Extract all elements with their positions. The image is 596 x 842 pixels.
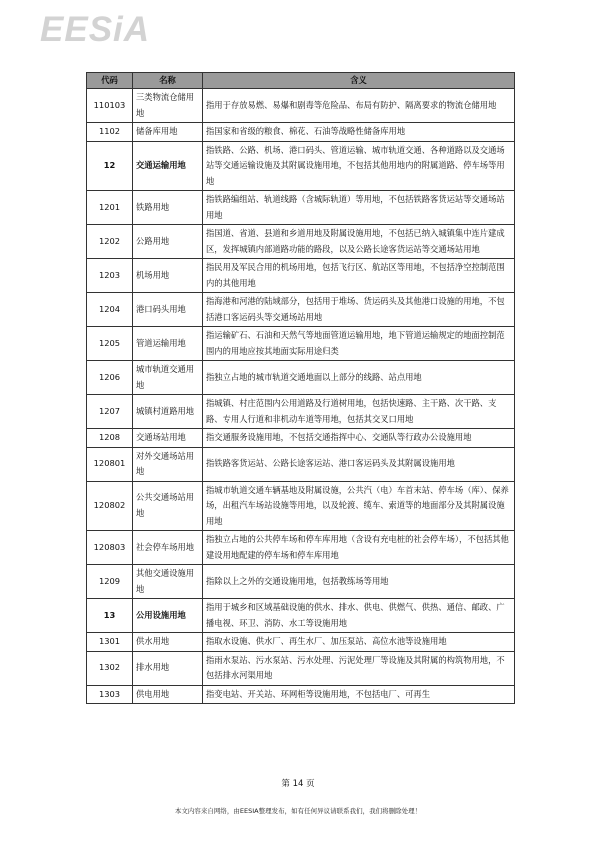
row-code: 120802 <box>87 481 133 531</box>
row-name: 公用设施用地 <box>133 599 203 633</box>
row-desc: 指独立占地的城市轨道交通地面以上部分的线路、站点用地 <box>203 361 515 395</box>
row-desc: 指国道、省道、县道和乡道用地及附属设施用地，不包括已纳入城镇集中连片建成区，发挥城镇内部道路功能的路段，以及公路长途客货运站等交通场站用地 <box>203 225 515 259</box>
eesia-logo: EESiA <box>40 10 151 49</box>
row-name: 供水用地 <box>133 633 203 652</box>
table-row <box>87 633 515 652</box>
row-code: 1208 <box>87 429 133 448</box>
table-row <box>87 651 515 685</box>
row-desc: 指海港和河港的陆域部分，包括用于堆场、货运码头及其他港口设施的用地，不包括港口客运码头等交通场站用地 <box>203 293 515 327</box>
row-code: 1303 <box>87 685 133 704</box>
row-desc: 指除以上之外的交通设施用地，包括教练场等用地 <box>203 565 515 599</box>
row-name: 城市轨道交通用地 <box>133 361 203 395</box>
row-name: 交通场站用地 <box>133 429 203 448</box>
table-row <box>87 327 515 361</box>
row-code: 1206 <box>87 361 133 395</box>
row-code: 12 <box>87 141 133 191</box>
table-row <box>87 565 515 599</box>
row-code: 1207 <box>87 395 133 429</box>
row-name: 港口码头用地 <box>133 293 203 327</box>
row-code: 1204 <box>87 293 133 327</box>
row-name: 储备库用地 <box>133 123 203 142</box>
table-row <box>87 225 515 259</box>
row-code: 120801 <box>87 447 133 481</box>
row-name: 排水用地 <box>133 651 203 685</box>
row-desc: 指民用及军民合用的机场用地，包括飞行区、航站区等用地，不包括净空控制范围内的其他用地 <box>203 259 515 293</box>
row-desc: 指变电站、开关站、环网柜等设施用地，不包括电厂、可再生 <box>203 685 515 704</box>
row-desc: 指城镇、村庄范围内公用道路及行道树用地，包括快速路、主干路、次干路、支路、专用人行道和非机动车道等用地，包括其交叉口用地 <box>203 395 515 429</box>
header-code: 代码 <box>87 73 133 89</box>
row-code: 1302 <box>87 651 133 685</box>
table-row <box>87 429 515 448</box>
header-desc: 含义 <box>203 73 515 89</box>
row-code: 120803 <box>87 531 133 565</box>
row-name: 对外交通场站用地 <box>133 447 203 481</box>
row-name: 公路用地 <box>133 225 203 259</box>
row-name: 供电用地 <box>133 685 203 704</box>
row-desc: 指交通服务设施用地，不包括交通指挥中心、交通队等行政办公设施用地 <box>203 429 515 448</box>
row-desc: 指铁路客货运站、公路长途客运站、港口客运码头及其附属设施用地 <box>203 447 515 481</box>
header-name: 名称 <box>133 73 203 89</box>
table-row <box>87 447 515 481</box>
table-row <box>87 141 515 191</box>
row-name: 三类物流仓储用地 <box>133 89 203 123</box>
row-code: 1203 <box>87 259 133 293</box>
row-code: 1205 <box>87 327 133 361</box>
row-desc: 指铁路编组站、轨道线路（含城际轨道）等用地，不包括铁路客货运站等交通场站用地 <box>203 191 515 225</box>
row-code: 1209 <box>87 565 133 599</box>
row-desc: 指用于城乡和区域基础设施的供水、排水、供电、供燃气、供热、通信、邮政、广播电视、环卫、消防、水工等设施用地 <box>203 599 515 633</box>
row-desc: 指国家和省级的粮食、棉花、石油等战略性储备库用地 <box>203 123 515 142</box>
table-row <box>87 481 515 531</box>
page-number: 第 14 页 <box>281 779 315 789</box>
row-name: 社会停车场用地 <box>133 531 203 565</box>
row-code: 1102 <box>87 123 133 142</box>
table-body <box>87 89 515 704</box>
table-row <box>87 685 515 704</box>
table-row <box>87 395 515 429</box>
row-desc: 指运输矿石、石油和天然气等地面管道运输用地，地下管道运输规定的地面控制范围内的用地应按其地面实际用途归类 <box>203 327 515 361</box>
row-name: 公共交通场站用地 <box>133 481 203 531</box>
table-row <box>87 89 515 123</box>
row-code: 13 <box>87 599 133 633</box>
row-desc: 指雨水泵站、污水泵站、污水处理、污泥处理厂等设施及其附属的构筑物用地，不包括排水河渠用地 <box>203 651 515 685</box>
land-use-classification-table <box>86 72 515 704</box>
source-note: 本文内容来自网络，由EESIA整理发布，如有任何异议请联系我们，我们将删除处理！ <box>174 807 422 815</box>
row-code: 1301 <box>87 633 133 652</box>
row-name: 其他交通设施用地 <box>133 565 203 599</box>
row-name: 管道运输用地 <box>133 327 203 361</box>
table-row <box>87 361 515 395</box>
table-row <box>87 531 515 565</box>
table-row <box>87 293 515 327</box>
row-code: 1202 <box>87 225 133 259</box>
row-desc: 指用于存放易燃、易爆和剧毒等危险品、布局有防护、隔离要求的物流仓储用地 <box>203 89 515 123</box>
row-code: 110103 <box>87 89 133 123</box>
row-desc: 指铁路、公路、机场、港口码头、管道运输、城市轨道交通、各种道路以及交通场站等交通运输设施及其附属设施用地，不包括其他用地内的附属道路、停车场等用地 <box>203 141 515 191</box>
row-desc: 指取水设施、供水厂、再生水厂、加压泵站、高位水池等设施用地 <box>203 633 515 652</box>
row-name: 机场用地 <box>133 259 203 293</box>
row-code: 1201 <box>87 191 133 225</box>
table-row <box>87 123 515 142</box>
row-name: 铁路用地 <box>133 191 203 225</box>
row-name: 城镇村道路用地 <box>133 395 203 429</box>
row-desc: 指独立占地的公共停车场和停车库用地（含设有充电桩的社会停车场），不包括其他建设用地配建的停车场和停车库用地 <box>203 531 515 565</box>
table-header-row <box>87 73 515 89</box>
row-desc: 指城市轨道交通车辆基地及附属设施，公共汽（电）车首末站、停车场（库）、保养场，出租汽车场站设施等用地，以及轮渡、缆车、索道等的地面部分及其附属设施用地 <box>203 481 515 531</box>
table-row <box>87 191 515 225</box>
table-row <box>87 599 515 633</box>
table-row <box>87 259 515 293</box>
row-name: 交通运输用地 <box>133 141 203 191</box>
